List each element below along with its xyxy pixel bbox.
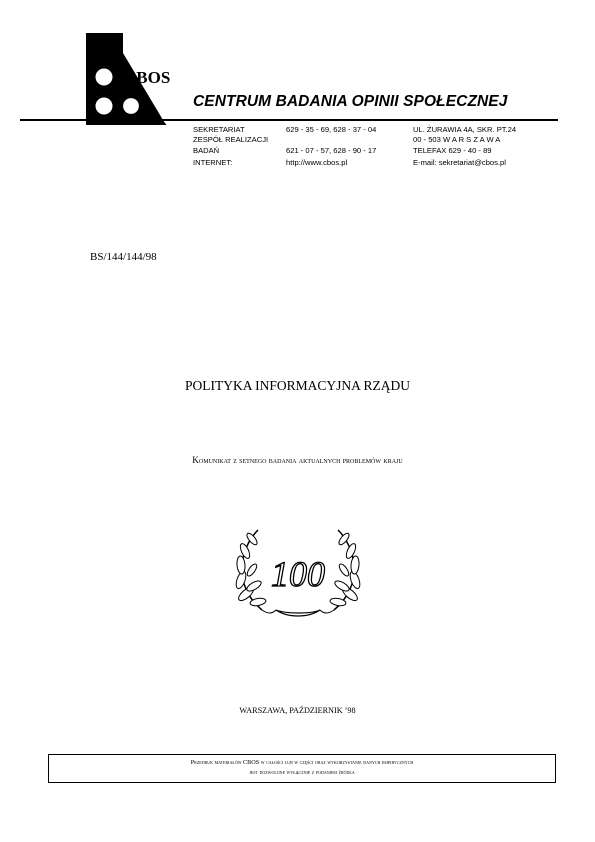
copyright-notice-line-2: jest dozwolone wyłącznie z podaniem źródła [249, 769, 355, 776]
organization-name: CENTRUM BADANIA OPINII SPOŁECZNEJ [193, 93, 508, 110]
header-rule [20, 119, 558, 121]
contact-label-secretariat: SEKRETARIAT [193, 125, 245, 134]
contact-email-link[interactable]: E-mail: sekretariat@cbos.pl [413, 158, 506, 167]
cbos-logo [86, 33, 186, 125]
logo-text: CBOS [124, 68, 171, 87]
contact-phone-secretariat: 629 - 35 - 69, 628 - 37 - 04 [286, 125, 377, 134]
emblem-number: 100 [271, 554, 325, 594]
place-and-date: WARSZAWA, PAŹDZIERNIK ’98 [239, 706, 356, 715]
document-subtitle: Komunikat z setnego badania aktualnych problemów kraju [192, 455, 403, 465]
contact-label-research-team: ZESPÓŁ REALIZACJI [193, 135, 269, 144]
contact-label-research: BADAŃ [193, 146, 220, 155]
document-title: POLITYKA INFORMACYJNA RZĄDU [184, 378, 411, 393]
laurel-wreath-emblem [232, 522, 364, 622]
contact-telefax: TELEFAX 629 - 40 - 89 [413, 146, 492, 155]
contact-website-link[interactable]: http://www.cbos.pl [286, 158, 348, 167]
contact-address: UL. ŻURAWIA 4A, SKR. PT.24 [413, 125, 517, 134]
contact-city: 00 - 503 W A R S Z A W A [413, 135, 501, 144]
copyright-notice-line-1: Przedruk materiałów CBOS w całości lub w części oraz wykorzystanie danych empirycznych [190, 759, 414, 766]
contact-label-internet: INTERNET: [193, 158, 233, 167]
document-number: BS/144/144/98 [90, 251, 157, 263]
contact-phone-research: 621 - 07 - 57, 628 - 90 - 17 [286, 146, 377, 155]
